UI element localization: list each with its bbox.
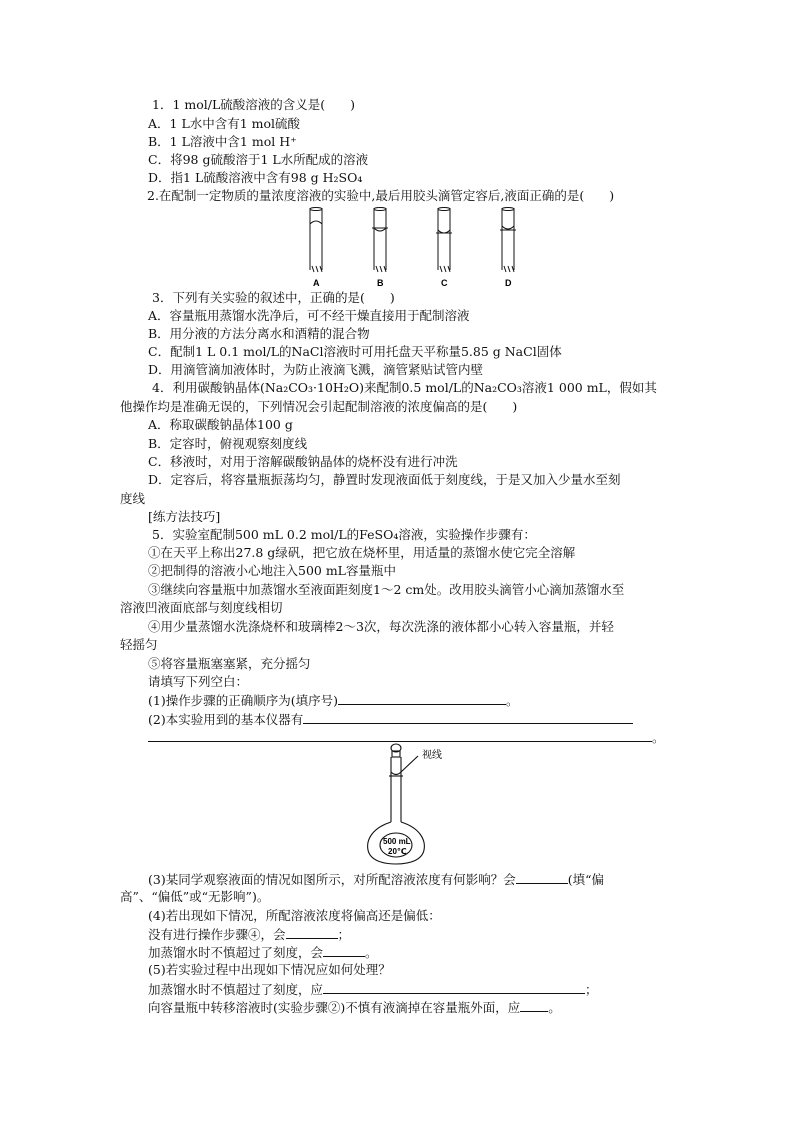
q5-part4-b-text: 加蒸馏水时不慎超过了刻度，会 xyxy=(148,945,324,960)
q5-part4-a-text: 没有进行操作步骤④，会 xyxy=(148,927,286,942)
q1-option-b: B．1 L溶液中含1 mol H⁺ xyxy=(148,134,297,149)
q2-meniscus-figure xyxy=(300,206,530,290)
q5-part2-text: (2)本实验用到的基本仪器有 xyxy=(148,712,304,727)
tube-label-d: D xyxy=(505,278,512,288)
q5-step-1: ①在天平上称出27.8 g绿矾，把它放在烧杯里，用适量的蒸馏水使它完全溶解 xyxy=(148,545,576,560)
q5-stem: 5．实验室配制500 mL 0.2 mol/L的FeSO₄溶液，实验操作步骤有： xyxy=(152,527,536,542)
q5-part1 xyxy=(148,692,518,709)
tube-label-c: C xyxy=(441,278,448,288)
q5-part4-b-period: 。 xyxy=(365,945,378,960)
q5-part3-line1 xyxy=(148,871,604,888)
q5-step-5: ⑤将容量瓶塞塞紧，充分摇匀 xyxy=(148,656,311,671)
q5-part5-a-text: 加蒸馏水时不慎超过了刻度，应 xyxy=(148,982,324,997)
q3-option-a: A．容量瓶用蒸馏水洗净后，可不经干燥直接用于配制溶液 xyxy=(148,308,470,323)
q1-option-c: C．将98 g硫酸溶于1 L水所配成的溶液 xyxy=(148,152,369,167)
q3-stem: 3．下列有关实验的叙述中，正确的是( ) xyxy=(152,290,395,305)
q5-part5-b-text: 向容量瓶中转移溶液时(实验步骤②)不慎有液滴掉在容量瓶外面，应 xyxy=(148,1000,521,1015)
q5-part4-b xyxy=(148,944,378,961)
q3-option-b: B．用分液的方法分离水和酒精的混合物 xyxy=(148,326,370,341)
q4-option-d-line2: 度线 xyxy=(120,491,146,506)
q4-option-c: C．移液时，对用于溶解碳酸钠晶体的烧杯没有进行冲洗 xyxy=(148,454,458,469)
tube-label-a: A xyxy=(313,278,320,288)
tube-a xyxy=(310,208,322,273)
q5-step-4-line2: 轻摇匀 xyxy=(120,637,158,652)
flask-temp-label: 20℃ xyxy=(388,847,407,856)
tube-c xyxy=(436,208,452,273)
tube-d xyxy=(500,208,516,273)
q4-option-d-line1: D．定容后，将容量瓶振荡均匀，静置时发现液面低于刻度线，于是又加入少量水至刻 xyxy=(148,472,621,487)
q5-step-4-line1: ④用少量蒸馏水洗涤烧杯和玻璃棒2～3次，每次洗涤的液体都小心转入容量瓶，并轻 xyxy=(148,619,614,634)
q5-part3-line2: 高”、“偏低”或“无影响”)。 xyxy=(120,889,270,904)
q5-part2-blank-2[interactable] xyxy=(148,729,652,742)
q5-part5-b-blank[interactable] xyxy=(520,999,548,1012)
q5-part1-text: (1)操作步骤的正确顺序为(填序号) xyxy=(148,693,338,708)
flask-sightline-label: 视线 xyxy=(422,750,442,761)
q5-step-3-line1: ③继续向容量瓶中加蒸馏水至液面距刻度1～2 cm处。改用胶头滴管小心滴加蒸馏水至 xyxy=(148,582,625,597)
q1-stem: 1．1 mol/L硫酸溶液的含义是( ) xyxy=(152,97,356,112)
q5-step-2: ②把制得的溶液小心地注入500 mL容量瓶中 xyxy=(148,563,396,578)
q5-part1-period: 。 xyxy=(505,693,519,708)
flask-volume-label: 500 mL xyxy=(383,837,411,846)
q2-stem: 2.在配制一定物质的量浓度溶液的实验中,最后用胶头滴管定容后,液面正确的是( ) xyxy=(147,188,615,203)
q5-part3-text: (3)某同学观察液面的情况如图所示，对所配溶液浓度有何影响？会 xyxy=(148,872,516,887)
q5-step-3-line2: 溶液凹液面底部与刻度线相切 xyxy=(120,600,283,615)
q5-part4-b-blank[interactable] xyxy=(323,944,365,957)
q5-part3-hint: (填“偏 xyxy=(567,872,604,887)
q5-part3-blank[interactable] xyxy=(516,871,568,884)
q5-part1-blank[interactable] xyxy=(338,692,506,705)
q1-option-d: D．指1 L硫酸溶液中含有98 g H₂SO₄ xyxy=(148,170,363,185)
section-heading: [练方法技巧] xyxy=(148,509,221,524)
volumetric-flask-figure xyxy=(360,742,470,866)
tube-label-b: B xyxy=(377,278,384,288)
tube-b xyxy=(372,208,388,273)
q5-part5-a-semicolon: ； xyxy=(585,982,598,997)
q5-part2 xyxy=(148,711,633,728)
q5-part4: (4)若出现如下情况，所配溶液浓度将偏高还是偏低： xyxy=(148,908,441,923)
q4-option-a: A．称取碳酸钠晶体100 g xyxy=(148,417,293,432)
q5-fill-instruction: 请填写下列空白： xyxy=(148,674,249,689)
q3-option-d: D．用滴管滴加液体时，为防止液滴飞溅，滴管紧贴试管内壁 xyxy=(148,362,484,377)
q5-part5-a-blank[interactable] xyxy=(323,981,585,994)
q1-option-a: A．1 L水中含有1 mol硫酸 xyxy=(148,116,301,131)
q5-part5-b-period: 。 xyxy=(548,1000,561,1015)
q4-stem-line2: 他操作均是准确无误的，下列情况会引起配制溶液的浓度偏高的是( ) xyxy=(120,399,518,414)
q5-part2-period: 。 xyxy=(652,730,665,745)
q5-part4-a-semicolon: ； xyxy=(337,927,351,942)
q5-part5-b xyxy=(148,999,561,1016)
q4-option-b: B．定容时，俯视观察刻度线 xyxy=(148,436,308,451)
q5-part5: (5)若实验过程中出现如下情况应如何处理？ xyxy=(148,962,391,977)
q5-part4-a-blank[interactable] xyxy=(286,926,338,939)
q4-stem-line1: 4．利用碳酸钠晶体(Na₂CO₃·10H₂O)来配制0.5 mol/L的Na₂CO₃溶液1 000 mL，假如其 xyxy=(152,380,657,395)
q3-option-c: C．配制1 L 0.1 mol/L的NaCl溶液时可用托盘天平称量5.85 g NaCl固体 xyxy=(148,344,562,359)
q5-part4-a xyxy=(148,926,350,943)
q5-part5-a xyxy=(148,981,598,998)
q5-part2-blank[interactable] xyxy=(303,711,633,724)
